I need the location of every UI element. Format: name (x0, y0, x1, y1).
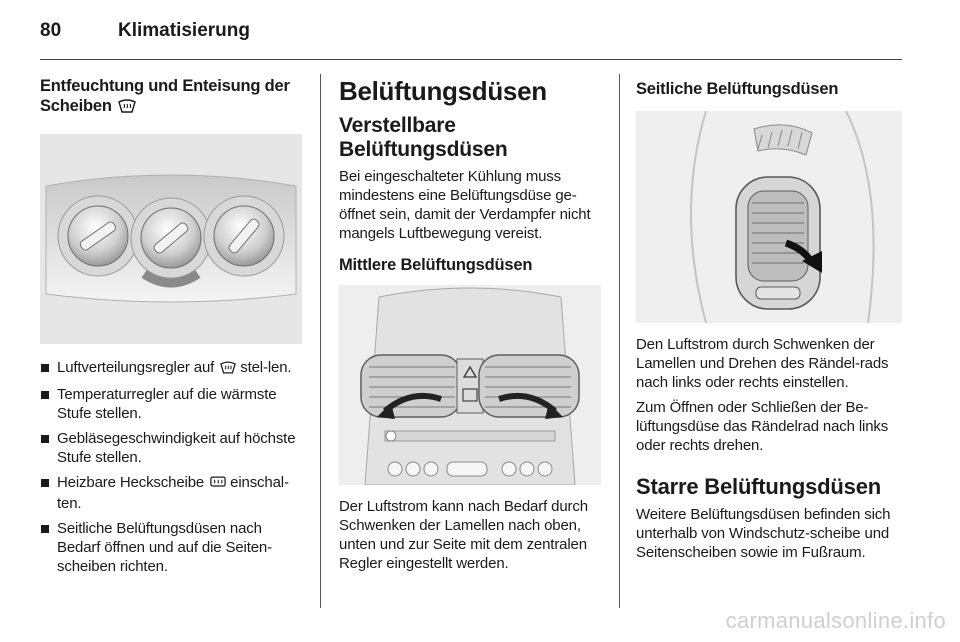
radio-buttons (388, 462, 552, 476)
list-item: Luftverteilungsregler auf stel-len. (40, 358, 304, 379)
list-item: Gebläsegeschwindigkeit auf höchste Stufe stellen. (40, 429, 304, 467)
windshield-defrost-icon (118, 98, 136, 118)
side-vents-heading: Seitliche Belüftungsdüsen (636, 80, 839, 98)
header-divider (40, 59, 902, 60)
column-divider-2 (619, 74, 620, 608)
vents-title: Belüftungsdüsen (339, 76, 547, 106)
rear-window-heater-icon (210, 475, 226, 494)
windshield-defrost-icon (220, 360, 236, 379)
list-item: Temperaturregler auf die wärmste Stufe stellen. (40, 385, 304, 423)
defrost-steps (40, 358, 304, 576)
list-item: Seitliche Belüftungsdüsen nach Bedarf öffnen und auf die Seiten-scheiben richten. (40, 519, 304, 576)
left-vent (361, 355, 461, 417)
side-vents-text-1: Den Luftstrom durch Schwenken der Lamellen und Drehen des Rändel-rads nach links oder rechts einstellen. (636, 336, 889, 391)
fixed-vents-heading: Starre Belüftungsdüsen (636, 474, 881, 499)
watermark: carmanualsonline.info (725, 608, 946, 633)
list-item: Heizbare Heckscheibe einschal-ten. (40, 473, 304, 513)
fan-speed-knob (204, 196, 284, 276)
middle-vents-figure (339, 285, 601, 485)
side-vent (736, 177, 820, 309)
column-divider-1 (320, 74, 321, 608)
page-number: 80 (40, 20, 62, 41)
column-defrost (40, 76, 304, 582)
adjustable-vents-heading: Verstellbare Belüftungsdüsen (339, 114, 508, 161)
side-vents-text-2: Zum Öffnen oder Schließen der Be-lüftungsdüse das Rändelrad nach links oder rechts drehen. (636, 399, 889, 454)
column-side-vents (636, 76, 902, 562)
middle-vents-text: Der Luftstrom kann nach Bedarf durch Schwenken der Lamellen nach oben, unten und zur Seite mit dem zentralen Regler eingestellt werden. (339, 498, 588, 572)
page-header (40, 20, 250, 48)
adjustable-vents-text: Bei eingeschalteter Kühlung muss mindestens eine Belüftungsdüse ge-öffnet sein, damit der Verdampfer nicht mangels Luftbewegung vereist. (339, 168, 591, 242)
section-title: Klimatisierung (118, 20, 250, 41)
middle-vents-heading: Mittlere Belüftungsdüsen (339, 256, 533, 274)
right-vent (479, 355, 579, 417)
air-distribution-knob (58, 196, 138, 276)
column-vents (339, 76, 605, 573)
defrost-heading: Entfeuchtung und Enteisung der Scheiben (40, 76, 306, 118)
climate-control-figure (40, 134, 302, 344)
side-vent-figure (636, 111, 902, 323)
fixed-vents-text: Weitere Belüftungsdüsen befinden sich unterhalb von Windschutz-scheibe und Seitenscheiben sowie im Fußraum. (636, 506, 891, 561)
